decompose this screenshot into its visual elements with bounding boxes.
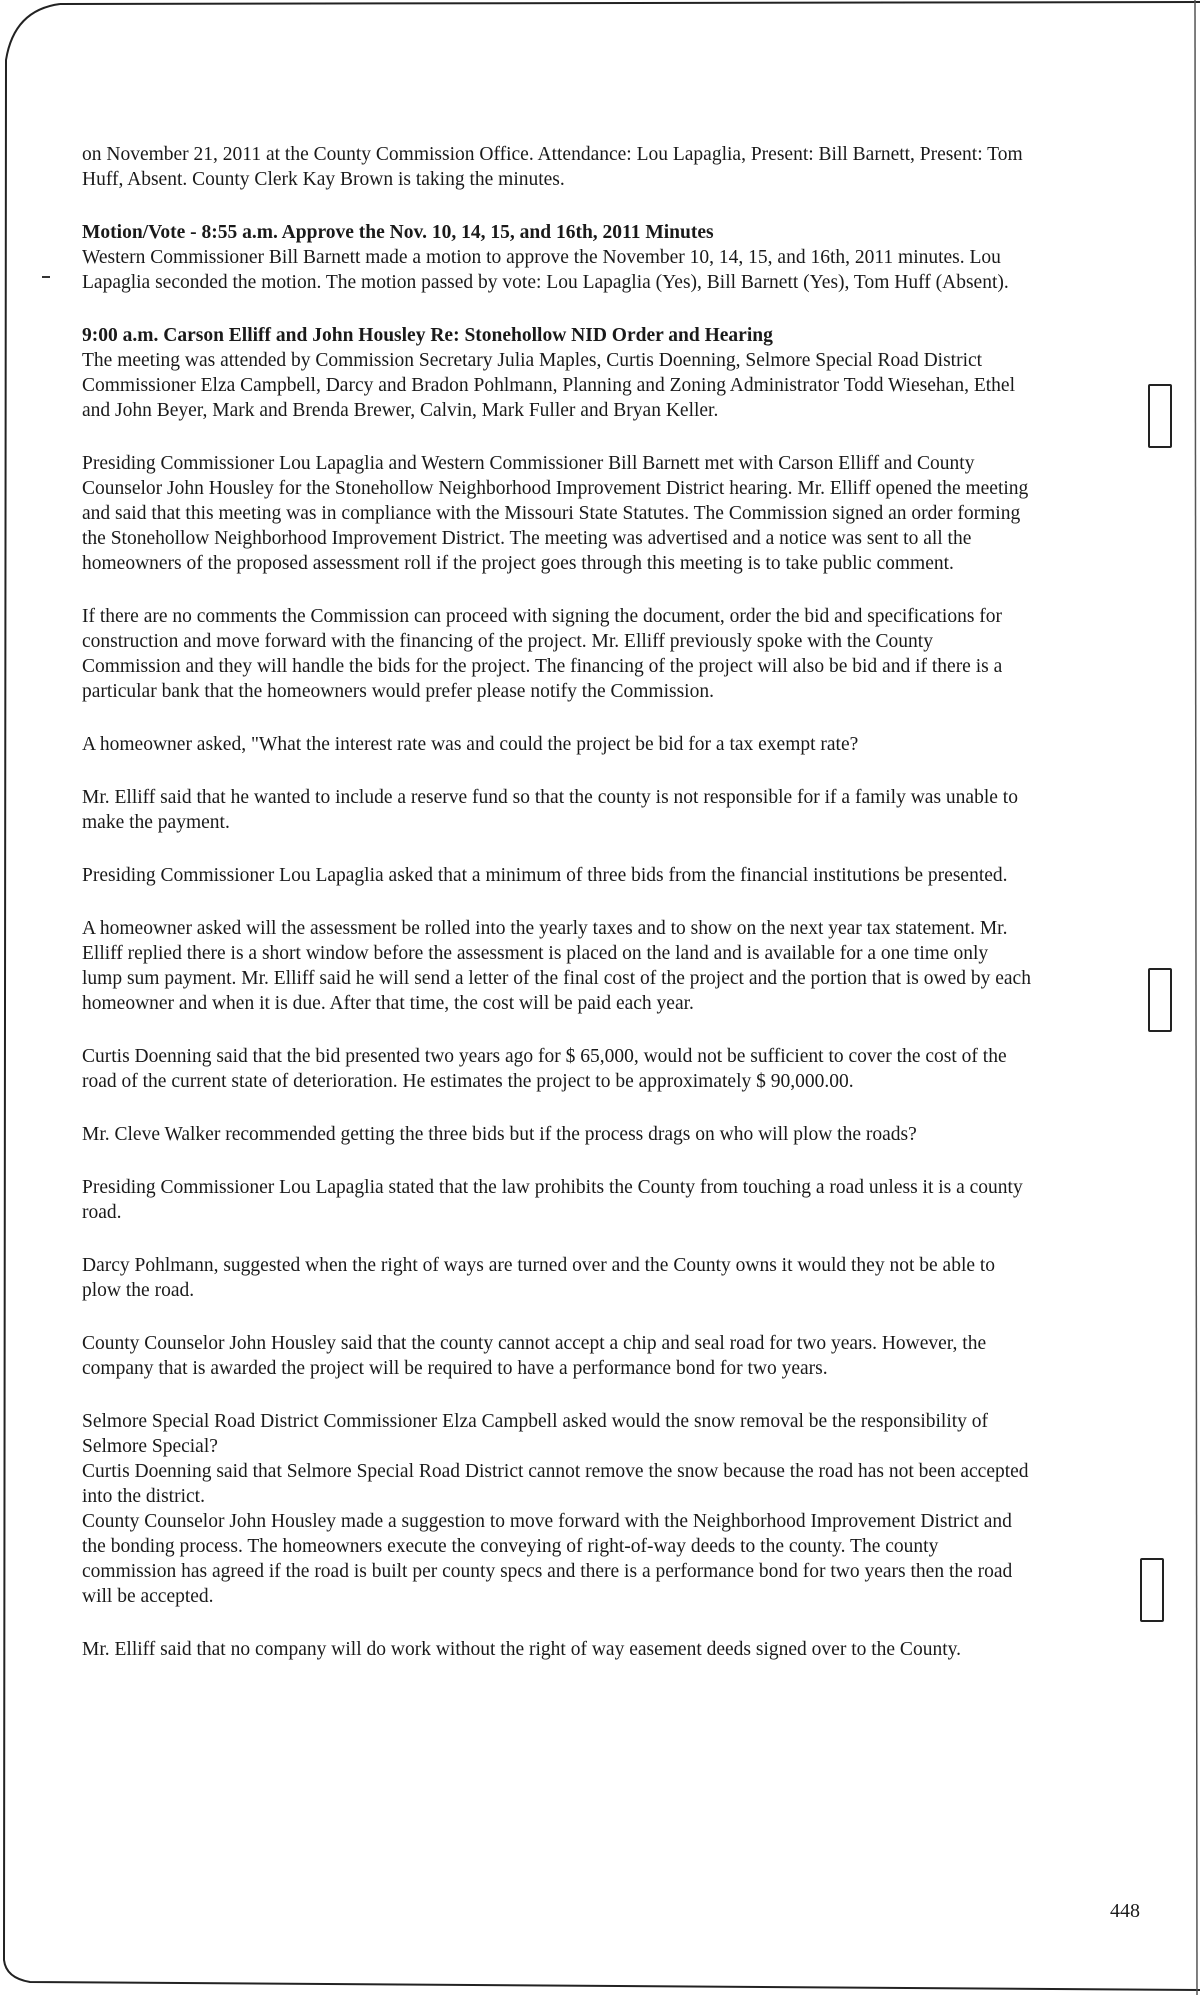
margin-checkbox-3[interactable] — [1140, 1558, 1164, 1622]
paragraph-attendance: on November 21, 2011 at the County Commission Office. Attendance: Lou Lapaglia, Present: Bill Barnett, Present: Tom Huff, Absent. County Clerk Kay Brown is taking the minutes. — [82, 144, 1023, 190]
section-stonehollow-hearing — [82, 323, 1032, 423]
paragraph-motion-vote: Western Commissioner Bill Barnett made a motion to approve the November 10, 14, 15, and 16th, 2011 minutes. Lou Lapaglia seconded the motion. The motion passed by vote: Lou Lapaglia (Yes), Bill Barnett (Yes), Tom Huff (Absent). — [82, 247, 1009, 293]
paragraph-easement-deeds: Mr. Elliff said that no company will do work without the right of way easement deeds signed over to the County. — [82, 1639, 961, 1660]
minutes-body — [82, 142, 1032, 1690]
heading-stonehollow-hearing: 9:00 a.m. Carson Elliff and John Housley Re: Stonehollow NID Order and Hearing — [82, 325, 773, 346]
margin-checkbox-1[interactable] — [1148, 384, 1172, 448]
section-motion-vote — [82, 220, 1032, 295]
margin-checkbox-2[interactable] — [1148, 968, 1172, 1032]
heading-motion-vote: Motion/Vote - 8:55 a.m. Approve the Nov. 10, 14, 15, and 16th, 2011 Minutes — [82, 222, 714, 243]
paragraph-snow-removal-question: Selmore Special Road District Commissioner Elza Campbell asked would the snow removal be the responsibility of Selmore Special? — [82, 1411, 989, 1457]
paragraph-plow-roads: Mr. Cleve Walker recommended getting the three bids but if the process drags on who will plow the roads? — [82, 1124, 917, 1145]
paragraph-reserve-fund: Mr. Elliff said that he wanted to include a reserve fund so that the county is not responsible for if a family was unable to make the payment. — [82, 787, 1018, 833]
paragraph-three-bids: Presiding Commissioner Lou Lapaglia asked that a minimum of three bids from the financial institutions be presented. — [82, 865, 1008, 886]
paragraph-law-prohibits: Presiding Commissioner Lou Lapaglia stated that the law prohibits the County from touching a road unless it is a county road. — [82, 1177, 1023, 1223]
margin-mark-left — [42, 276, 50, 278]
paragraph-presiding-met: Presiding Commissioner Lou Lapaglia and Western Commissioner Bill Barnett met with Carson Elliff and County Counselor John Housley for the Stonehollow Neighborhood Improvement District hearing. Mr. Elliff opened the meeting and said that this meeting was in compliance with the Missouri State Statutes. The Commission signed an order forming the Stonehollow Neighborhood Improvement District. The meeting was advertised and a notice was sent to all the homeowners of the proposed assessment roll if the project goes through this meeting is to take public comment. — [82, 453, 1029, 574]
paragraph-no-comments: If there are no comments the Commission can proceed with signing the document, order the bid and specifications for construction and move forward with the financing of the project. Mr. Elliff previously spoke with the County Commission and they will handle the bids for the project. The financing of the project will also be bid and if there is a particular bank that the homeowners would prefer please notify the Commission. — [82, 606, 1003, 702]
paragraph-bonding-process: County Counselor John Housley made a suggestion to move forward with the Neighborhood Improvement District and the bonding process. The homeowners execute the conveying of right-of-way deeds to the county. The county commission has agreed if the road is built per county specs and there is a performance bond for two years then the road will be accepted. — [82, 1511, 1013, 1607]
paragraph-assessment-taxes: A homeowner asked will the assessment be rolled into the yearly taxes and to show on the next year tax statement. Mr. Elliff replied there is a short window before the assessment is placed on the land and is available for a one time only lump sum payment. Mr. Elliff said he will send a letter of the final cost of the project and the portion that is owed by each homeowner and when it is due. After that time, the cost will be paid each year. — [82, 918, 1031, 1014]
paragraph-snow-removal-answer: Curtis Doenning said that Selmore Special Road District cannot remove the snow because the road has not been accepted into the district. — [82, 1461, 1029, 1507]
paragraph-chip-seal: County Counselor John Housley said that the county cannot accept a chip and seal road for two years. However, the company that is awarded the project will be required to have a performance bond for two years. — [82, 1333, 987, 1379]
paragraph-bid-cost: Curtis Doenning said that the bid presented two years ago for $ 65,000, would not be sufficient to cover the cost of the road of the current state of deterioration. He estimates the project to be approximately $ 90,000.00. — [82, 1046, 1007, 1092]
paragraph-attendees: The meeting was attended by Commission Secretary Julia Maples, Curtis Doenning, Selmore Special Road District Commissioner Elza Campbell, Darcy and Bradon Pohlmann, Planning and Zoning Administrator Todd Wiesehan, Ethel and John Beyer, Mark and Brenda Brewer, Calvin, Mark Fuller and Bryan Keller. — [82, 350, 1015, 421]
page-number: 448 — [1110, 1900, 1140, 1922]
paragraph-homeowner-interest: A homeowner asked, "What the interest rate was and could the project be bid for a tax exempt rate? — [82, 734, 859, 755]
paragraph-right-of-ways: Darcy Pohlmann, suggested when the right of ways are turned over and the County owns it would they not be able to plow the road. — [82, 1255, 996, 1301]
